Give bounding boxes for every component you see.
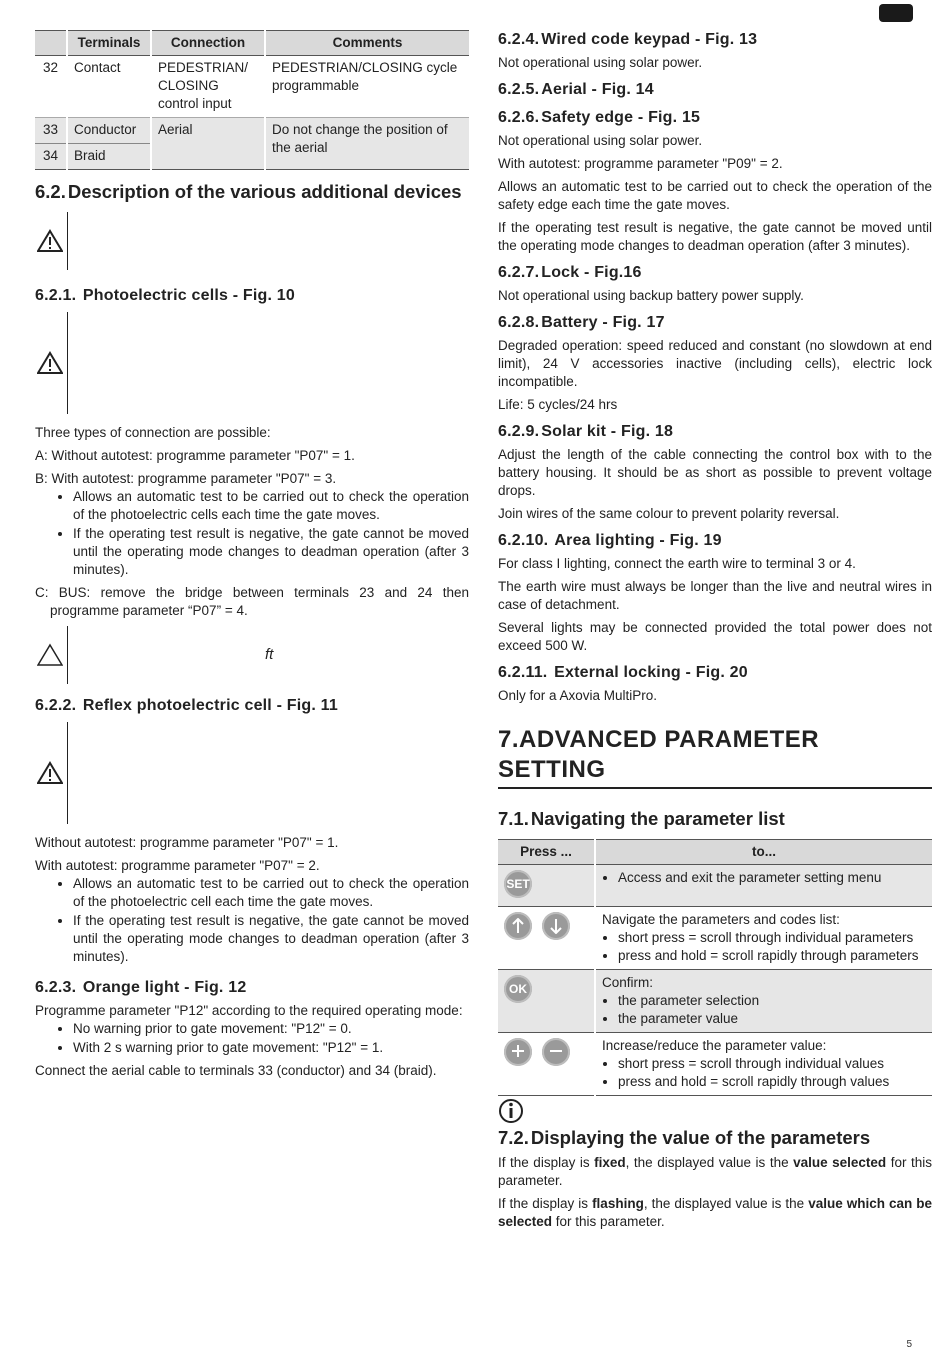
table-row: 34 Braid: [35, 144, 469, 170]
list-item: • If the operating test result is negative, the gate cannot be moved until the operating mode changes to deadman operation (after 3 minutes).: [73, 912, 469, 966]
paragraph: Allows an automatic test to be carried out to check the operation of the safety edge each time the gate moves.: [498, 179, 932, 212]
list-item: • short press = scroll through individual parameters: [618, 929, 930, 947]
paragraph: Only for a Axovia MultiPro.: [498, 688, 658, 703]
minus-key-icon: [542, 1038, 570, 1066]
table-header-terminals: Terminals: [67, 31, 151, 56]
paragraph: Three types of connection are possible:: [35, 425, 271, 440]
bullet-list: [35, 875, 469, 966]
warning-icon: [37, 761, 63, 785]
paragraph: Connect the aerial cable to terminals 33 (conductor) and 34 (braid).: [35, 1063, 437, 1078]
list-item: • Access and exit the parameter setting menu: [618, 869, 930, 887]
paragraph: The earth wire must always be longer than the live and neutral wires in case of detachment.: [498, 579, 932, 612]
row-intro: Increase/reduce the parameter value:: [602, 1038, 827, 1053]
right-column: [498, 30, 932, 1236]
table-header-press: Press ...: [498, 840, 595, 865]
section-6-2-11-heading: 6.2.11. External locking - Fig. 20: [498, 664, 748, 681]
list-item: • short press = scroll through individual values: [618, 1055, 930, 1073]
paragraph: Not operational using solar power.: [498, 133, 703, 148]
paragraph: B: With autotest: programme parameter "P07" = 3.: [35, 471, 337, 486]
list-item: • If the operating test result is negative, the gate cannot be moved until the operating mode changes to deadman operation (after 3 minutes).: [73, 525, 469, 579]
plus-key-icon: [504, 1038, 532, 1066]
paragraph: C: BUS: remove the bridge between terminals 23 and 24 then programme parameter “P07” = 4.: [35, 585, 469, 618]
section-7-1-heading: 7.1. Navigating the parameter list: [498, 808, 785, 829]
down-arrow-key-icon: [542, 912, 570, 940]
list-item: • No warning prior to gate movement: "P12" = 0.: [73, 1020, 469, 1038]
table-row: 33 Conductor Aerial Do not change the position of the aerial: [35, 118, 469, 144]
section-6-2-1-heading: 6.2.1. Photoelectric cells - Fig. 10: [35, 287, 295, 304]
list-item: • With 2 s warning prior to gate movement: "P12" = 1.: [73, 1039, 469, 1057]
section-6-2-8-heading: 6.2.8. Battery - Fig. 17: [498, 314, 665, 331]
paragraph: If the operating test result is negative, the gate cannot be moved until the operating mode changes to deadman operation (after 3 minutes).: [498, 220, 932, 253]
table-header-num: [35, 31, 67, 56]
caution-box: [35, 626, 469, 684]
table-row: 32 Contact PEDESTRIAN/ CLOSING control input PEDESTRIAN/CLOSING cycle programmable: [35, 56, 469, 118]
warning-box: [35, 722, 469, 824]
paragraph: Without autotest: programme parameter "P07" = 1.: [35, 835, 339, 850]
paragraph: Join wires of the same colour to prevent polarity reversal.: [498, 506, 840, 521]
section-6-2-10-heading: 6.2.10. Area lighting - Fig. 19: [498, 532, 722, 549]
table-row: [498, 865, 932, 907]
table-row: [498, 970, 932, 1033]
note-glyph: ft: [265, 646, 274, 663]
paragraph: With autotest: programme parameter "P09" = 2.: [498, 156, 783, 171]
section-6-2-4-heading: 6.2.4. Wired code keypad - Fig. 13: [498, 31, 758, 48]
page-number: 5: [906, 1339, 912, 1350]
paragraph: Life: 5 cycles/24 hrs: [498, 397, 618, 412]
table-header-to: to...: [595, 840, 932, 865]
warning-icon: [37, 351, 63, 375]
section-7-2-heading: 7.2. Displaying the value of the parameters: [498, 1127, 871, 1148]
terminals-table: [35, 30, 469, 170]
row-intro: Confirm:: [602, 975, 654, 990]
list-item: • the parameter value: [618, 1010, 930, 1028]
paragraph: For class I lighting, connect the earth wire to terminal 3 or 4.: [498, 556, 856, 571]
table-header-comments: Comments: [265, 31, 469, 56]
paragraph: Adjust the length of the cable connecting the control box with to the battery housing. It should be as short as possible to prevent voltage drops.: [498, 447, 932, 498]
navigation-table: [498, 839, 932, 1096]
table-row: [498, 907, 932, 970]
chapter-7-heading: 7.ADVANCED PARAMETER SETTING: [498, 725, 932, 789]
section-6-2-9-heading: 6.2.9. Solar kit - Fig. 18: [498, 423, 674, 440]
section-6-2-3-heading: 6.2.3. Orange light - Fig. 12: [35, 979, 247, 996]
info-icon: [498, 1098, 524, 1124]
section-6-2-heading: 6.2. Description of the various additional devices: [35, 181, 462, 202]
paragraph: With autotest: programme parameter "P07" = 2.: [35, 858, 320, 873]
list-item: • the parameter selection: [618, 992, 930, 1010]
warning-icon: [37, 229, 63, 253]
section-6-2-6-heading: 6.2.6. Safety edge - Fig. 15: [498, 109, 701, 126]
warning-box: [35, 212, 469, 270]
info-note: [498, 1098, 932, 1124]
paragraph: Not operational using solar power.: [498, 55, 703, 70]
section-6-2-7-heading: 6.2.7. Lock - Fig.16: [498, 264, 642, 281]
language-badge: [879, 4, 913, 22]
left-column: [35, 30, 469, 1085]
list-item: • Allows an automatic test to be carried out to check the operation of the photoelectric cell each time the gate moves.: [73, 875, 469, 911]
up-arrow-key-icon: [504, 912, 532, 940]
paragraph: If the display is fixed, the displayed value is the value selected for this parameter.: [498, 1155, 932, 1188]
paragraph: Programme parameter "P12" according to the required operating mode:: [35, 1003, 463, 1018]
paragraph: Degraded operation: speed reduced and constant (no slowdown at end limit), 24 V accessories inactive (including cells), electric lock incompatible.: [498, 338, 932, 389]
list-item: • press and hold = scroll rapidly through parameters: [618, 947, 930, 965]
row-intro: Navigate the parameters and codes list:: [602, 912, 840, 927]
ok-key-icon: OK: [504, 975, 532, 1003]
bullet-list: [35, 488, 469, 579]
paragraph: A: Without autotest: programme parameter "P07" = 1.: [35, 448, 355, 463]
section-6-2-5-heading: 6.2.5. Aerial - Fig. 14: [498, 81, 654, 98]
paragraph: If the display is flashing, the displayed value is the value which can be selected for this parameter.: [498, 1196, 933, 1229]
bullet-list: [35, 1020, 469, 1057]
list-item: • Allows an automatic test to be carried out to check the operation of the photoelectric cells each time the gate moves.: [73, 488, 469, 524]
paragraph: Not operational using backup battery power supply.: [498, 288, 804, 303]
warning-box: [35, 312, 469, 414]
list-item: • press and hold = scroll rapidly through values: [618, 1073, 930, 1091]
section-6-2-2-heading: 6.2.2. Reflex photoelectric cell - Fig. 11: [35, 697, 338, 714]
paragraph: Several lights may be connected provided the total power does not exceed 500 W.: [498, 620, 932, 653]
set-key-icon: SET: [504, 870, 532, 898]
table-header-connection: Connection: [151, 31, 265, 56]
caution-icon: [37, 643, 63, 667]
table-row: [498, 1033, 932, 1096]
